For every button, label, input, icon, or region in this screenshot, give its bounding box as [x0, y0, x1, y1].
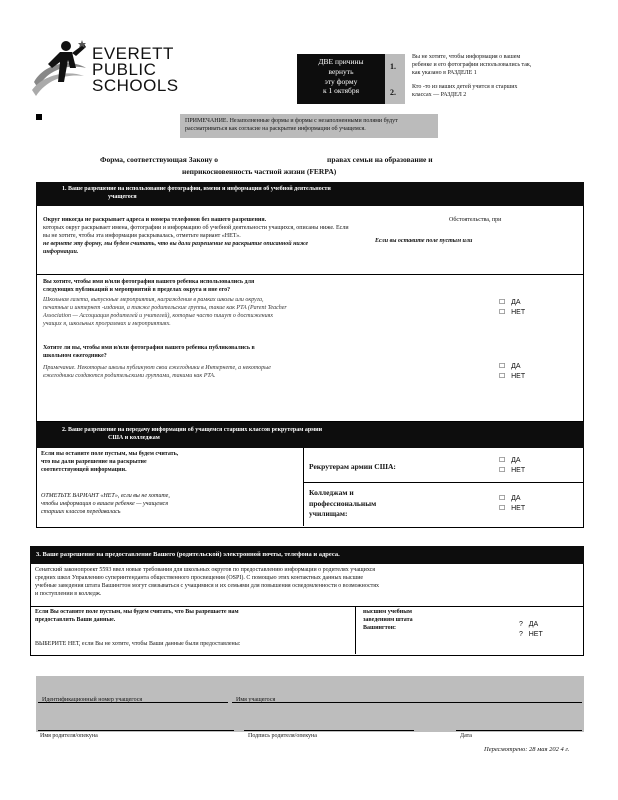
student-id-label: Идентификационный номер учащегося	[42, 697, 143, 703]
section3-vdivider	[355, 606, 356, 654]
logo	[30, 38, 200, 102]
checkbox-icon[interactable]: ☐	[499, 504, 506, 512]
checkbox-icon[interactable]: ☐	[499, 466, 506, 474]
section2-header: 2. Ваше разрешение на передачу информации об учащемся старших классов рекрутерам армии США и колледжам	[36, 422, 584, 448]
logo-figure-icon	[30, 38, 88, 102]
reason-num-2: 2.	[390, 88, 396, 97]
parent-name-line[interactable]	[38, 730, 234, 731]
section1-q1-options	[499, 298, 525, 318]
section3-right-label: высшим учебным заведениям штата Вашингтон:	[363, 609, 413, 632]
checkbox-icon[interactable]: ☐	[499, 308, 506, 316]
reasons-title-1: ДВЕ причины	[318, 57, 364, 66]
section1-q2-options	[499, 362, 525, 382]
reasons-title-2: вернуть	[328, 66, 354, 76]
section2-body	[36, 448, 584, 528]
section1-q1-yes[interactable]: ☐ ДА	[499, 299, 521, 306]
section1-q1: Вы хотите, чтобы имя и/или фотография вашего ребенка использовались для следующих публикаций и мероприятий в пределах округа и вне его? Школьная газета, выпускные мероприятия, награждения в рамках школы или округа, печатные и интернет -издания, а также родительские группы, такие как PTA (Parent Teacher Association — Ассоциация родителей и учителей), которые часто пишут о достижениях учащих я, школьных программах и мероприятиях.	[43, 279, 287, 328]
section3-no[interactable]: ? НЕТ	[519, 630, 543, 638]
section3-left-bold: Если Вы оставите поле пустым, мы будем считать, что Вы разрешаете нам предоставлять Ваши данные.	[35, 609, 239, 624]
section1-q2: Хотите ли вы, чтобы имя и/или фотография вашего ребенка публиковались в школьном ежегоднике? Примечание. Некоторые школы публикуют свои ежегодники в Интернете, а некоторые ежегодники создаются родительскими группами, такими как PTA.	[43, 345, 271, 380]
checkbox-icon[interactable]: ?	[519, 630, 523, 638]
section2-vdivider	[303, 448, 304, 526]
reasons-numbers	[385, 54, 405, 104]
revision-note: Пересмотрено: 28 мая 202 4 г.	[484, 746, 570, 753]
section1-intro-right: Обстоятельства, при	[449, 217, 502, 223]
checkbox-icon[interactable]: ☐	[499, 372, 506, 380]
section2-colleges-no[interactable]: ☐ НЕТ	[499, 504, 526, 512]
section2-colleges-yes[interactable]: ☐ ДА	[499, 495, 521, 502]
section3-body	[30, 564, 584, 656]
parent-signature-label: Подпись родителя/опекуна	[248, 733, 317, 739]
section3-yes[interactable]: ? ДА	[519, 621, 539, 628]
section3-left-plain: ВЫБЕРИТЕ НЕТ, если Вы не хотите, чтобы Ваши данные были предоставлены:	[35, 641, 241, 647]
logo-line2: PUBLIC	[92, 60, 157, 79]
section2-army-options	[499, 456, 525, 476]
logo-text	[92, 46, 179, 94]
reason-text-1: Вы не хотите, чтобы информация о вашем ребенке и его фотографии использовались так, как указано в РАЗДЕЛЕ 1	[412, 54, 532, 77]
section1-intro-italic: Если вы оставите поле пустым или	[375, 238, 473, 244]
section1-intro: Округ никогда не раскрывает адреса и номера телефонов без вашего разрешения. которых округ раскрывает имена, фотографии и информацию об учебной деятельности учащихся, описаны ниже. Если вы не хотите, чтобы эта информация раскрывалась, отметьте вариант «НЕТ». не вернете эту форму, мы будем считать, что вы дали разрешение на раскрытие описанной ниже информации.	[43, 217, 349, 256]
form-title-part3: неприкосновенность частной жизни (FERPA)	[182, 167, 337, 176]
checkbox-icon[interactable]: ☐	[499, 457, 506, 464]
section2-colleges-options	[499, 494, 525, 514]
section2-army-label: Рекрутерам армии США:	[309, 462, 396, 471]
reasons-title-4: к 1 октября	[322, 86, 360, 96]
section1-divider	[37, 274, 583, 275]
checkbox-icon[interactable]: ☐	[499, 495, 506, 502]
section1-body	[36, 206, 584, 422]
signature-area	[36, 676, 584, 732]
section3-hdivider	[31, 606, 583, 607]
section1-q2-yes[interactable]: ☐ ДА	[499, 363, 521, 370]
section2-colleges-label: Колледжам и профессиональным училищам:	[309, 488, 377, 518]
section3-header: 3. Ваше разрешение на предоставление Вашего (родительской) электронной почты, телефона и адреса.	[30, 546, 584, 564]
section2-left: Если вы оставите поле пустым, мы будем считать, что вы дали разрешение на раскрытие соответствующей информации.	[41, 451, 179, 474]
checkbox-icon[interactable]: ☐	[499, 363, 506, 370]
section3-options	[519, 620, 543, 640]
logo-line3: SCHOOLS	[92, 76, 179, 95]
reason-num-1: 1.	[390, 62, 396, 71]
section2-left-italic: ОТМЕТЬТЕ ВАРИАНТ «НЕТ», если вы не хотите, чтобы информация о вашем ребенке — учащемся старших классов передавалась	[41, 493, 170, 516]
form-title-part1: Форма, соответствующая Закону о	[100, 155, 219, 164]
square-bullet-icon	[36, 114, 42, 120]
reasons-title-box	[297, 54, 385, 104]
section1-header: 1. Ваше разрешение на использование фотографии, имени и информации об учебной деятельности учащегося	[36, 182, 584, 206]
section3-para: Сенатский законопроект 5593 ввел новые требования для школьных округов по предоставлению информации о родителях учащихся средних школ Управлению суперинтенданта общественного просвещения (OSPI). С помощью этих контактных данных высшие учебные заведения штата Вашингтон могут связываться с учащимися и их семьями для повышения осведомленности о возможностях и поступлении в колледж.	[35, 567, 379, 598]
student-name-label: Имя учащегося	[236, 697, 276, 703]
section1-q1-no[interactable]: ☐ НЕТ	[499, 308, 526, 316]
section2-army-no[interactable]: ☐ НЕТ	[499, 466, 526, 474]
date-line[interactable]	[456, 730, 582, 731]
checkbox-icon[interactable]: ?	[519, 621, 523, 628]
note-box: ПРИМЕЧАНИЕ. Незаполненные формы и формы с незаполненными полями будут рассматриваться как согласие на раскрытие информации об учащемся.	[180, 114, 438, 138]
form-title-part2: правах семьи на образование и	[327, 155, 433, 164]
student-name-line[interactable]	[232, 702, 582, 703]
checkbox-icon[interactable]: ☐	[499, 299, 506, 306]
logo-line1: EVERETT	[92, 44, 174, 63]
reason-text-2: Кто -то из ваших детей учится в старших классах — РАЗДЕЛ 2	[412, 84, 518, 99]
date-label: Дата	[460, 733, 472, 739]
section1-q2-no[interactable]: ☐ НЕТ	[499, 372, 526, 380]
section2-army-yes[interactable]: ☐ ДА	[499, 457, 521, 464]
parent-signature-line[interactable]	[244, 730, 414, 731]
reasons-title-3: эту форму	[324, 76, 358, 86]
section2-hdivider	[303, 482, 583, 483]
parent-name-label: Имя родителя/опекуна	[40, 733, 98, 739]
